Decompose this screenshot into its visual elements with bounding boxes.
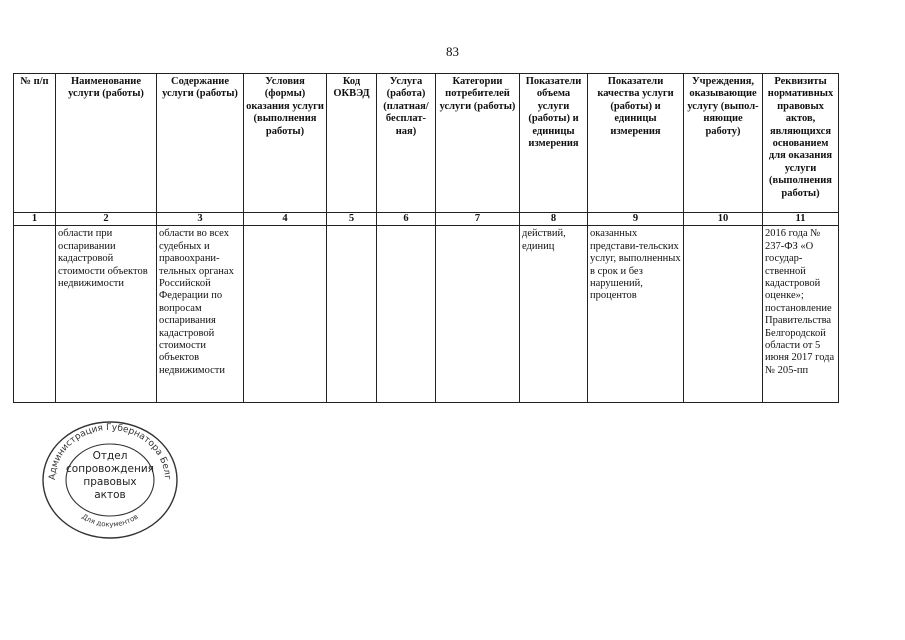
column-number: 9 xyxy=(588,213,684,226)
column-number: 2 xyxy=(56,213,157,226)
column-number: 8 xyxy=(520,213,588,226)
table-cell xyxy=(684,226,763,403)
column-number: 11 xyxy=(763,213,839,226)
stamp-seal-icon xyxy=(35,410,185,540)
table-cell xyxy=(436,226,520,403)
office-stamp xyxy=(35,410,185,540)
table-cell xyxy=(377,226,436,403)
table-row xyxy=(14,226,839,403)
column-number-row xyxy=(14,213,839,226)
table-cell xyxy=(327,226,377,403)
table-cell xyxy=(14,226,56,403)
header-cell: Услуга (работа) (платная/ бесплат-ная) xyxy=(377,74,436,213)
stamp-line: правовых xyxy=(83,476,137,488)
column-number: 5 xyxy=(327,213,377,226)
stamp-ring-text: Администрация Губернатора Белг xyxy=(47,422,173,481)
column-number: 4 xyxy=(244,213,327,226)
column-number: 3 xyxy=(157,213,244,226)
header-cell: Показатели качества услуги (работы) и единицы измерения xyxy=(588,74,684,213)
table-cell: оказанных представи-тельских услуг, выполненных в срок и без нарушений, процентов xyxy=(588,226,684,403)
stamp-line: сопровождения xyxy=(66,463,154,475)
stamp-line: Отдел xyxy=(92,450,128,462)
column-number: 10 xyxy=(684,213,763,226)
header-cell: Код ОКВЭД xyxy=(327,74,377,213)
table-cell: области во всех судебных и правоохрани-тельных органах Российской Федерации по вопросам оспаривания кадастровой стоимости объектов недвижимости xyxy=(157,226,244,403)
header-cell: № п/п xyxy=(14,74,56,213)
header-cell: Категории потребителей услуги (работы) xyxy=(436,74,520,213)
stamp-line: актов xyxy=(94,489,126,501)
table-cell: области при оспаривании кадастровой стоимости объектов недвижимости xyxy=(56,226,157,403)
services-table xyxy=(13,73,839,403)
header-cell: Наименование услуги (работы) xyxy=(56,74,157,213)
stamp-ring-bottom-text: Для документов xyxy=(80,512,140,529)
header-cell: Условия (формы) оказания услуги (выполнения работы) xyxy=(244,74,327,213)
column-number: 6 xyxy=(377,213,436,226)
header-cell: Показатели объема услуги (работы) и единицы измерения xyxy=(520,74,588,213)
table-cell: действий, единиц xyxy=(520,226,588,403)
column-number: 1 xyxy=(14,213,56,226)
column-number: 7 xyxy=(436,213,520,226)
table-cell xyxy=(244,226,327,403)
header-cell: Учреждения, оказывающие услугу (выпол-няющие работу) xyxy=(684,74,763,213)
table-header-row xyxy=(14,74,839,213)
table-cell: 2016 года № 237-ФЗ «О государ-ственной кадастровой оценке»; постановление Правительства Белгородской области от 5 июня 2017 года № 205-пп xyxy=(763,226,839,403)
header-cell: Содержание услуги (работы) xyxy=(157,74,244,213)
header-cell: Реквизиты нормативных правовых актов, являющихся основанием для оказания услуги (выполнения работы) xyxy=(763,74,839,213)
page-number: 83 xyxy=(446,44,459,59)
